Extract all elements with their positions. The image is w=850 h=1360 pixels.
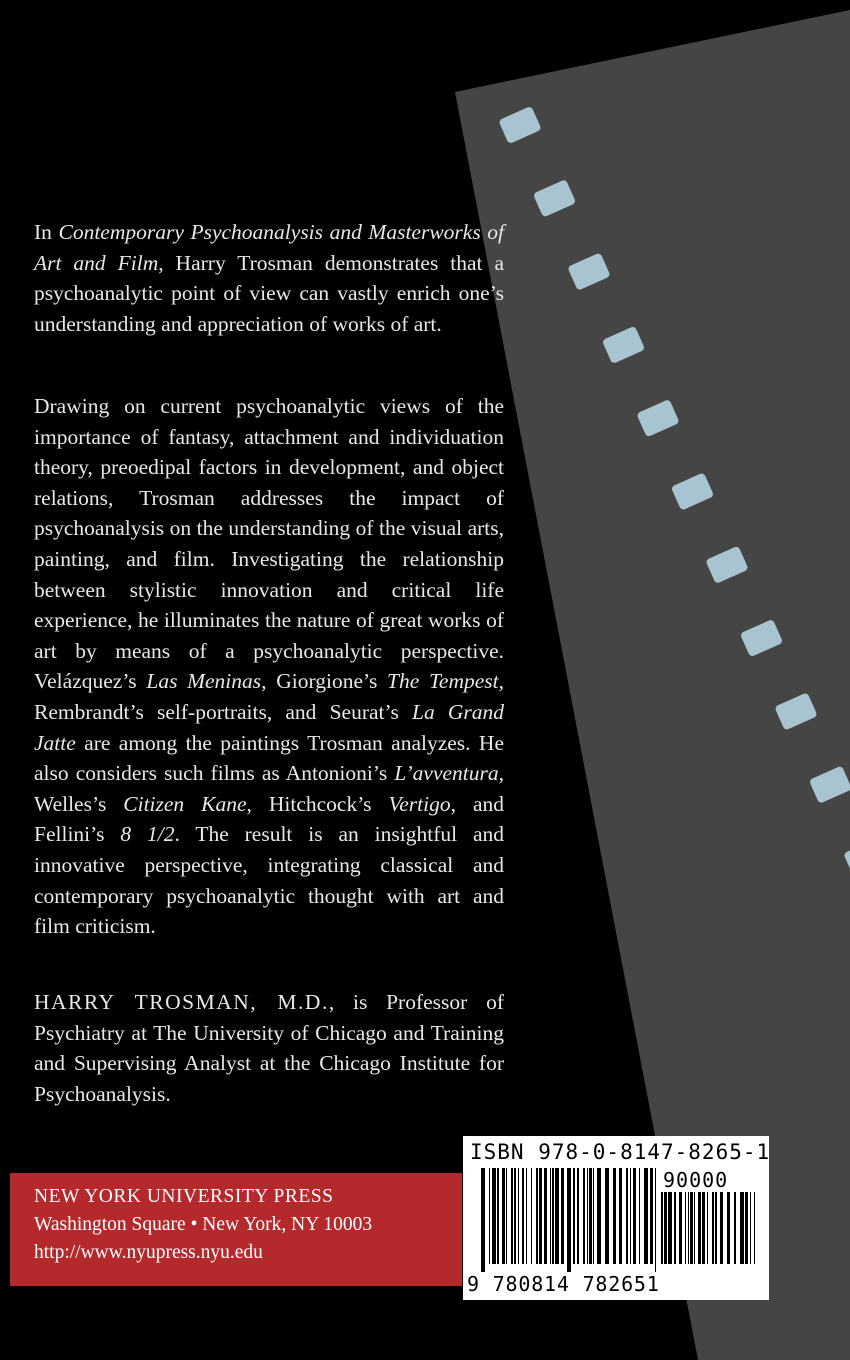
barcode-bar	[561, 1168, 564, 1264]
barcode-bar	[526, 1168, 527, 1264]
title-italic: Contemporary Psychoanalysis and Masterworks of Art and Film	[34, 220, 504, 275]
title-italic: L’avventura	[394, 761, 499, 786]
author-name: HARRY TROSMAN, M.D.	[34, 990, 329, 1014]
barcode-bar	[531, 1168, 532, 1264]
barcode-bar	[514, 1168, 516, 1264]
text-run: , and Fellini’s	[34, 791, 504, 847]
barcode-bar	[544, 1168, 547, 1264]
publisher-name: NEW YORK UNIVERSITY PRESS	[34, 1186, 334, 1207]
ean-digits: 9 780814 782651	[467, 1272, 660, 1296]
barcode-bar	[712, 1192, 714, 1264]
barcode-bar	[536, 1168, 538, 1264]
text-run: , Hitchcock’s	[246, 791, 389, 816]
title-italic: The Tempest	[387, 669, 499, 694]
barcode-bar	[690, 1192, 693, 1264]
title-italic: Las Meninas	[146, 669, 262, 694]
barcode-bar	[522, 1168, 524, 1264]
barcode-bar	[613, 1168, 616, 1264]
barcode-bar	[573, 1168, 575, 1264]
text-run: , Harry Trosman demonstrates that a psychoanalytic point of view can vastly enrich one’s understanding and appreciation of works of art.	[34, 250, 504, 336]
barcode-bar	[679, 1192, 682, 1264]
barcode-bar	[497, 1168, 499, 1264]
text-run: are among the paintings Trosman analyzes. He also considers such films as Antonioni’s	[34, 730, 504, 786]
isbn-number: ISBN 978-0-8147-8265-1	[470, 1140, 771, 1164]
text-run: , Giorgione’s	[261, 669, 388, 694]
blurb-paragraph-description	[34, 391, 504, 942]
barcode-bar	[630, 1168, 631, 1264]
barcode-bar	[626, 1168, 628, 1264]
barcode-bar	[734, 1192, 736, 1264]
text-run: In	[34, 220, 59, 244]
barcode-bar	[674, 1192, 676, 1264]
barcode-bar	[593, 1168, 594, 1264]
barcode-bar	[698, 1192, 701, 1264]
title-italic: La Grand Jatte	[34, 699, 504, 755]
barcode-bar	[707, 1192, 708, 1264]
barcode-bar	[661, 1192, 663, 1264]
barcode-bar	[583, 1168, 585, 1264]
barcode-bar	[518, 1168, 519, 1264]
barcode-bar	[577, 1168, 579, 1264]
barcode-bar	[745, 1192, 748, 1264]
barcode-bars	[481, 1168, 659, 1272]
text-run: Drawing on current psychoanalytic views of the importance of fantasy, attachment and individuation theory, preoedipal factors in development, and object relations, Trosman addresses the impact of psychoanalysis on the understanding of the visual arts, painting, and film. Investigating the relationship between stylistic innovation and critical life experience, he illuminates the nature of great works of art by means of a psychoanalytic perspective. Velázquez’s	[34, 394, 504, 694]
barcode-bar	[644, 1168, 648, 1264]
barcode-bar	[511, 1168, 513, 1264]
barcode-bar	[619, 1168, 622, 1264]
barcode-bar	[720, 1192, 723, 1264]
text-run: , Rembrandt’s self-portraits, and Seurat’s	[34, 669, 505, 724]
barcode-bar	[694, 1192, 695, 1264]
publisher-address: Washington Square • New York, NY 10003	[34, 1214, 373, 1235]
barcode-bar	[702, 1192, 705, 1264]
barcode-bar	[539, 1168, 542, 1264]
barcode-bar	[597, 1168, 601, 1264]
barcode-bar	[639, 1168, 640, 1264]
barcode-bar	[655, 1168, 656, 1272]
barcode-bar	[492, 1168, 496, 1264]
barcode-bar	[567, 1168, 571, 1272]
barcode-bar	[555, 1168, 559, 1264]
barcode-bar	[587, 1168, 588, 1264]
text-run: , Welles’s	[34, 761, 504, 816]
price-code: 90000	[663, 1168, 729, 1192]
barcode-bar	[727, 1192, 730, 1264]
barcode-bar	[481, 1168, 485, 1272]
barcode-bar	[605, 1168, 609, 1264]
barcode-bar	[502, 1168, 505, 1264]
author-bio	[34, 987, 504, 1109]
barcode-bar	[685, 1192, 686, 1264]
text-run: . The result is an insightful and innovative perspective, integrating classical and contemporary psychoanalytic thought with art and film criticism.	[34, 822, 504, 939]
barcode-bar	[754, 1192, 755, 1264]
barcode-bar	[740, 1192, 744, 1264]
barcode-bar	[750, 1192, 751, 1264]
barcode-bar	[633, 1168, 636, 1264]
addon-barcode-bars	[661, 1192, 757, 1272]
author-bio-text: , is Professor of Psychiatry at The University of Chicago and Training and Supervising Analyst at the Chicago Institute for Psychoanalysis.	[34, 990, 504, 1106]
barcode-bar	[506, 1168, 507, 1264]
title-italic: Citizen Kane	[123, 791, 247, 816]
barcode-bar	[688, 1192, 689, 1264]
publisher-block	[10, 1173, 462, 1286]
title-italic: Vertigo	[388, 791, 451, 816]
title-italic: 8 1/2	[120, 822, 175, 847]
barcode-bar	[489, 1168, 490, 1264]
barcode-bar	[552, 1168, 554, 1264]
blurb-paragraph-intro	[34, 217, 504, 339]
barcode-bar	[650, 1168, 653, 1264]
barcode-bar	[715, 1192, 717, 1264]
publisher-url: http://www.nyupress.nyu.edu	[34, 1242, 263, 1263]
isbn-barcode	[463, 1136, 769, 1300]
barcode-bar	[589, 1168, 592, 1264]
barcode-bar	[664, 1192, 667, 1264]
barcode-bar	[550, 1168, 551, 1264]
barcode-bar	[668, 1192, 672, 1264]
